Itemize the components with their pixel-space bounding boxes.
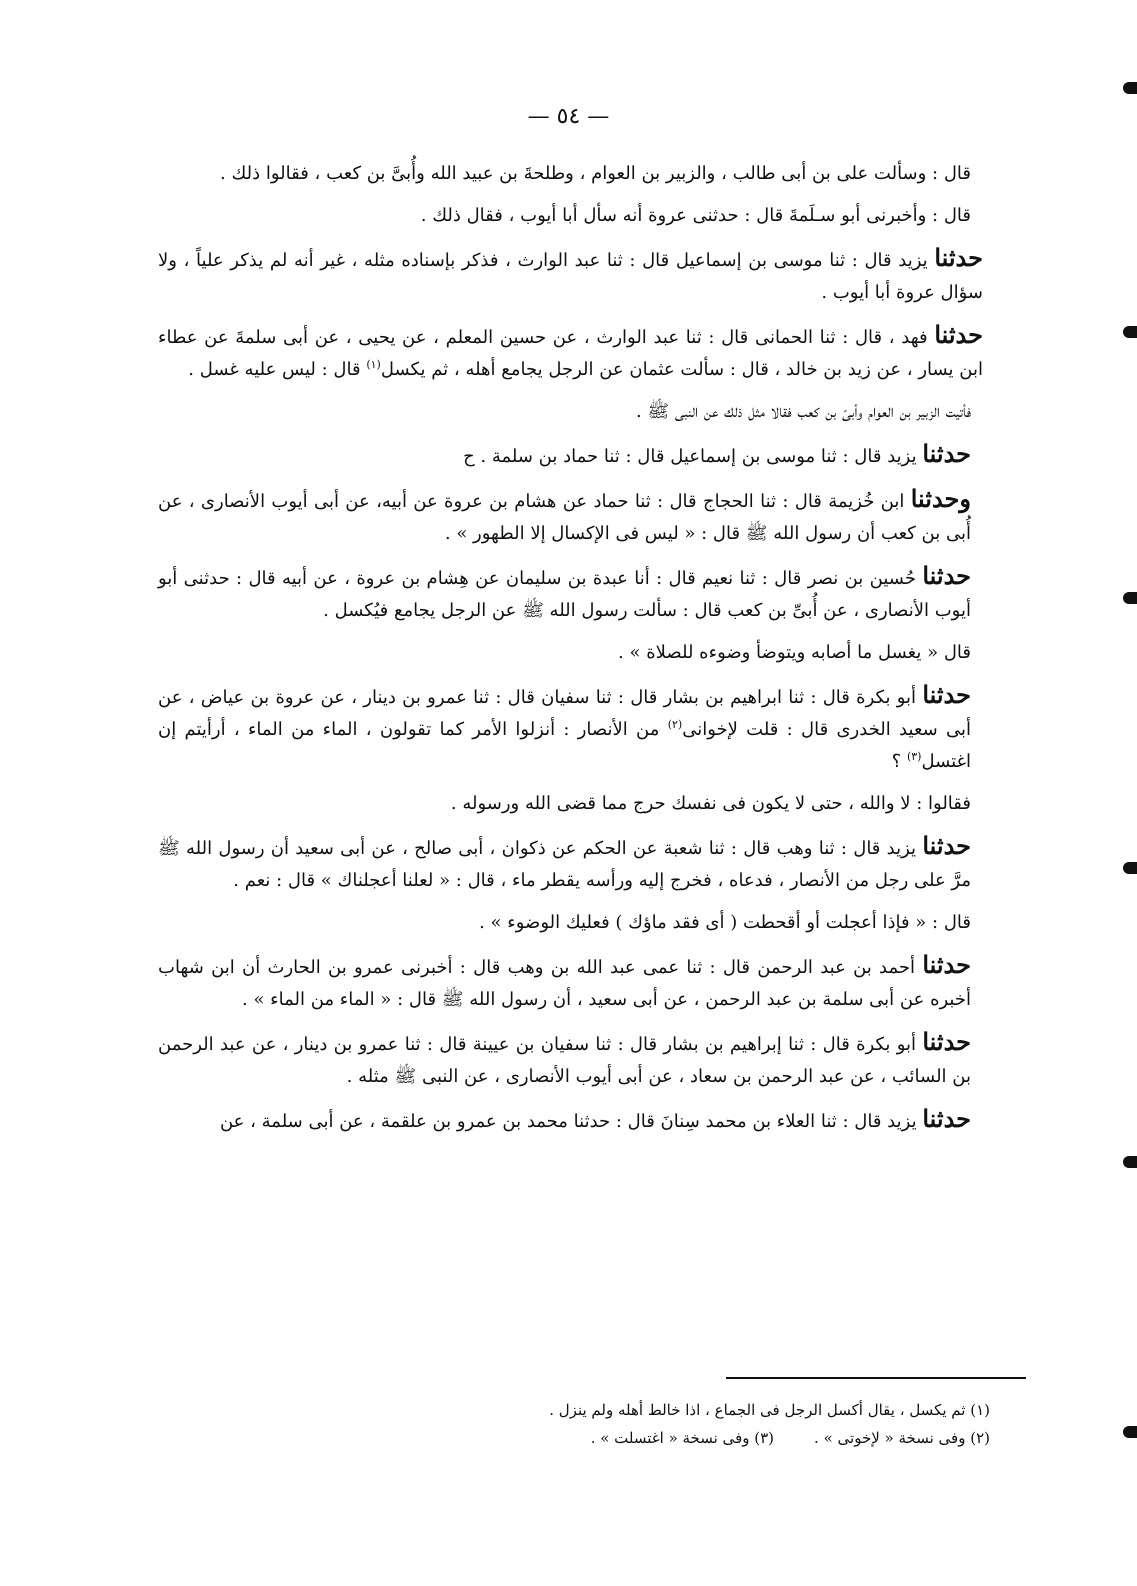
text-line: أبو أيوب الأنصارى ، عن أُبىِّ بن كعب قال : سألت رسول الله ﷺ عن الرجل يجامع فيُكسل . (158, 568, 971, 621)
text-line: عن أُبى بن كعب أن رسول الله ﷺ قال : « ليس فى الإكسال إلا الطهور » . (158, 491, 971, 544)
paragraph (158, 438, 993, 473)
text-line: ولا سؤال عروة أبا أيوب . (158, 250, 983, 303)
text-line: حُسين بن نصر قال : ثنا نعيم قال : أنا عبدة بن سليمان عن هِشام بن عروة ، عن أبيه قال : حدثنى (183, 568, 916, 589)
hadith-keyword: وحدثنا (910, 484, 971, 513)
footnote-ref: (٣) (906, 750, 922, 763)
scan-edge-mark (1123, 592, 1137, 604)
text-line: قال : ليس عليه غسل . (188, 359, 361, 380)
paragraph (158, 949, 993, 1016)
hadith-keyword: حدثنا (922, 680, 971, 709)
paragraph (158, 200, 993, 232)
hadith-keyword: حدثنا (922, 1027, 971, 1056)
hadith-keyword: حدثنا (922, 439, 971, 468)
scan-edge-mark (1123, 1426, 1137, 1438)
paragraph (158, 483, 993, 550)
text-line: أبو بكرة قال : ثنا ابراهيم بن بشار قال : ثنا سفيان قال : ثنا عمرو بن دينار ، عن عروة بن عياض ، (188, 687, 917, 708)
text-line: أحمد بن عبد الرحمن قال : ثنا عمى عبد الله بن وهب قال : أخبرنى عمرو بن الحارث أن ابن شهاب (158, 957, 916, 978)
paragraph (158, 560, 993, 627)
footnote-2: (٢) وفى نسخة « لإخوتى » . (814, 1429, 990, 1447)
text-line: أبو بكرة قال : ثنا إبراهيم بن بشار قال : ثنا سفيان بن عيينة قال : ثنا عمرو بن دينار ، عن (251, 1034, 917, 1055)
text-line: أخبره عن أبى سلمة بن عبد الرحمن ، عن أبى سعيد ، أن رسول الله ﷺ قال : « الماء من الماء » . (242, 989, 971, 1010)
paragraph (158, 788, 993, 820)
scan-edge-mark (1123, 1156, 1137, 1168)
text-line: ابن خُزيمة قال : ثنا الحجاج قال : ثنا حماد عن هشام بن عروة عن أبيه، عن أبى أيوب الأنصارى ، (188, 491, 905, 512)
paragraph (158, 907, 993, 939)
text-line: قال : وأخبرنى أبو سـلَمةَ قال : حدثنى عروة أنه سأل أبا أيوب ، فقال ذلك . (420, 205, 971, 226)
paragraph (158, 319, 993, 386)
hadith-keyword: حدثنا (922, 561, 971, 590)
text-line: فهد ، قال : ثنا الحمانى قال : ثنا عبد الوارث ، عن حسين المعلم ، عن يحيى ، عن أبى سلمةَ عن عطاء (158, 327, 928, 348)
footnote-3: (٣) وفى نسخة « اغتسلت » . (590, 1429, 775, 1447)
footnote-1: (١) ثم يكسل ، يقال أكسل الرجل فى الجماع ، اذا خالط أهله ولم ينزل . (549, 1401, 990, 1419)
text-line: ﷺ مرَّ على رجل من الأنصار ، فدعاه ، فخرج إليه ورأسه يقطر ماء ، قال : « لعلنا أعجلناك » قال : نعم . (158, 838, 971, 891)
text-line: قال : وسألت على بن أبى طالب ، والزبير بن العوام ، وطلحةَ بن عبيد الله وأُبىَّ بن كعب ، فقالوا ذلك . (220, 163, 971, 184)
text-line: يزيد قال : ثنا وهب قال : ثنا شعبة عن الحكم عن ذكوان ، أبى صالح ، عن أبى سعيد أن رسول الله (186, 838, 917, 859)
footnote-ref: (٢) (667, 718, 683, 731)
text-line: من الأنصار : أنزلوا الأمر كما تقولون ، الماء من الماء ، أرأيتم إن (158, 719, 660, 740)
text-line: فأتيت الزبير بن العوام وأبىّ بن كعب فقالا مثل ذلك عن النبى ﷺ . (635, 401, 971, 422)
scan-edge-mark (1123, 862, 1137, 874)
scan-edge-mark (1123, 82, 1137, 94)
hadith-keyword: حدثنا (922, 950, 971, 979)
scan-edge-mark (1123, 326, 1137, 338)
hadith-keyword: حدثنا (934, 243, 983, 272)
text-line: ؟ (891, 751, 902, 772)
text-line: اغتسل (921, 751, 971, 772)
paragraph (158, 830, 993, 897)
text-line: فقالوا : لا والله ، حتى لا يكون فى نفسك حرج مما قضى الله ورسوله . (450, 793, 971, 814)
text-line: يزيد قال : ثنا العلاء بن محمد سِنانَ قال : حدثنا محمد بن عمرو بن علقمة ، عن أبى سلمة ، عن (219, 1111, 917, 1132)
hadith-keyword: حدثنا (922, 831, 971, 860)
paragraph (158, 679, 993, 778)
footnote-ref: (١) (366, 358, 381, 371)
text-line: يزيد قال : ثنا موسى بن إسماعيل قال : ثنا عبد الوارث ، فذكر بإسناده مثله ، غير أنه لم يذكر علياً ، (183, 250, 928, 271)
main-text (158, 158, 993, 1148)
paragraph (158, 158, 993, 190)
page-number: — ٥٤ — (527, 104, 610, 129)
paragraph (158, 637, 993, 669)
footnote-divider (726, 1377, 1026, 1379)
footnotes (350, 1396, 990, 1452)
paragraph (158, 396, 993, 428)
text-line: يزيد قال : ثنا موسى بن إسماعيل قال : ثنا حماد بن سلمة . ح (463, 446, 917, 467)
text-line: ابن يسار ، عن زيد بن خالد ، قال : سألت عثمان عن الرجل يجامع أهله ، ثم يكسل (380, 359, 983, 380)
paragraph (158, 1026, 993, 1093)
hadith-keyword: حدثنا (922, 1104, 971, 1133)
paragraph (158, 242, 993, 309)
text-line: قال : « فإذا أعجلت أو أقحطت ( أى فقد ماؤك ) فعليك الوضوء » . (479, 912, 971, 933)
hadith-keyword: حدثنا (934, 320, 983, 349)
text-line: قال « يغسل ما أصابه ويتوضأ وضوءه للصلاة » . (618, 642, 971, 663)
paragraph (158, 1103, 993, 1138)
text-line: عن أبى سعيد الخدرى قال : قلت لإخوانى (158, 687, 971, 740)
text-line: عبد الرحمن بن السائب ، عن عبد الرحمن بن سعاد ، عن أبى أيوب الأنصارى ، عن النبى ﷺ مثله . (158, 1034, 971, 1087)
footnote-2-3 (350, 1424, 990, 1452)
